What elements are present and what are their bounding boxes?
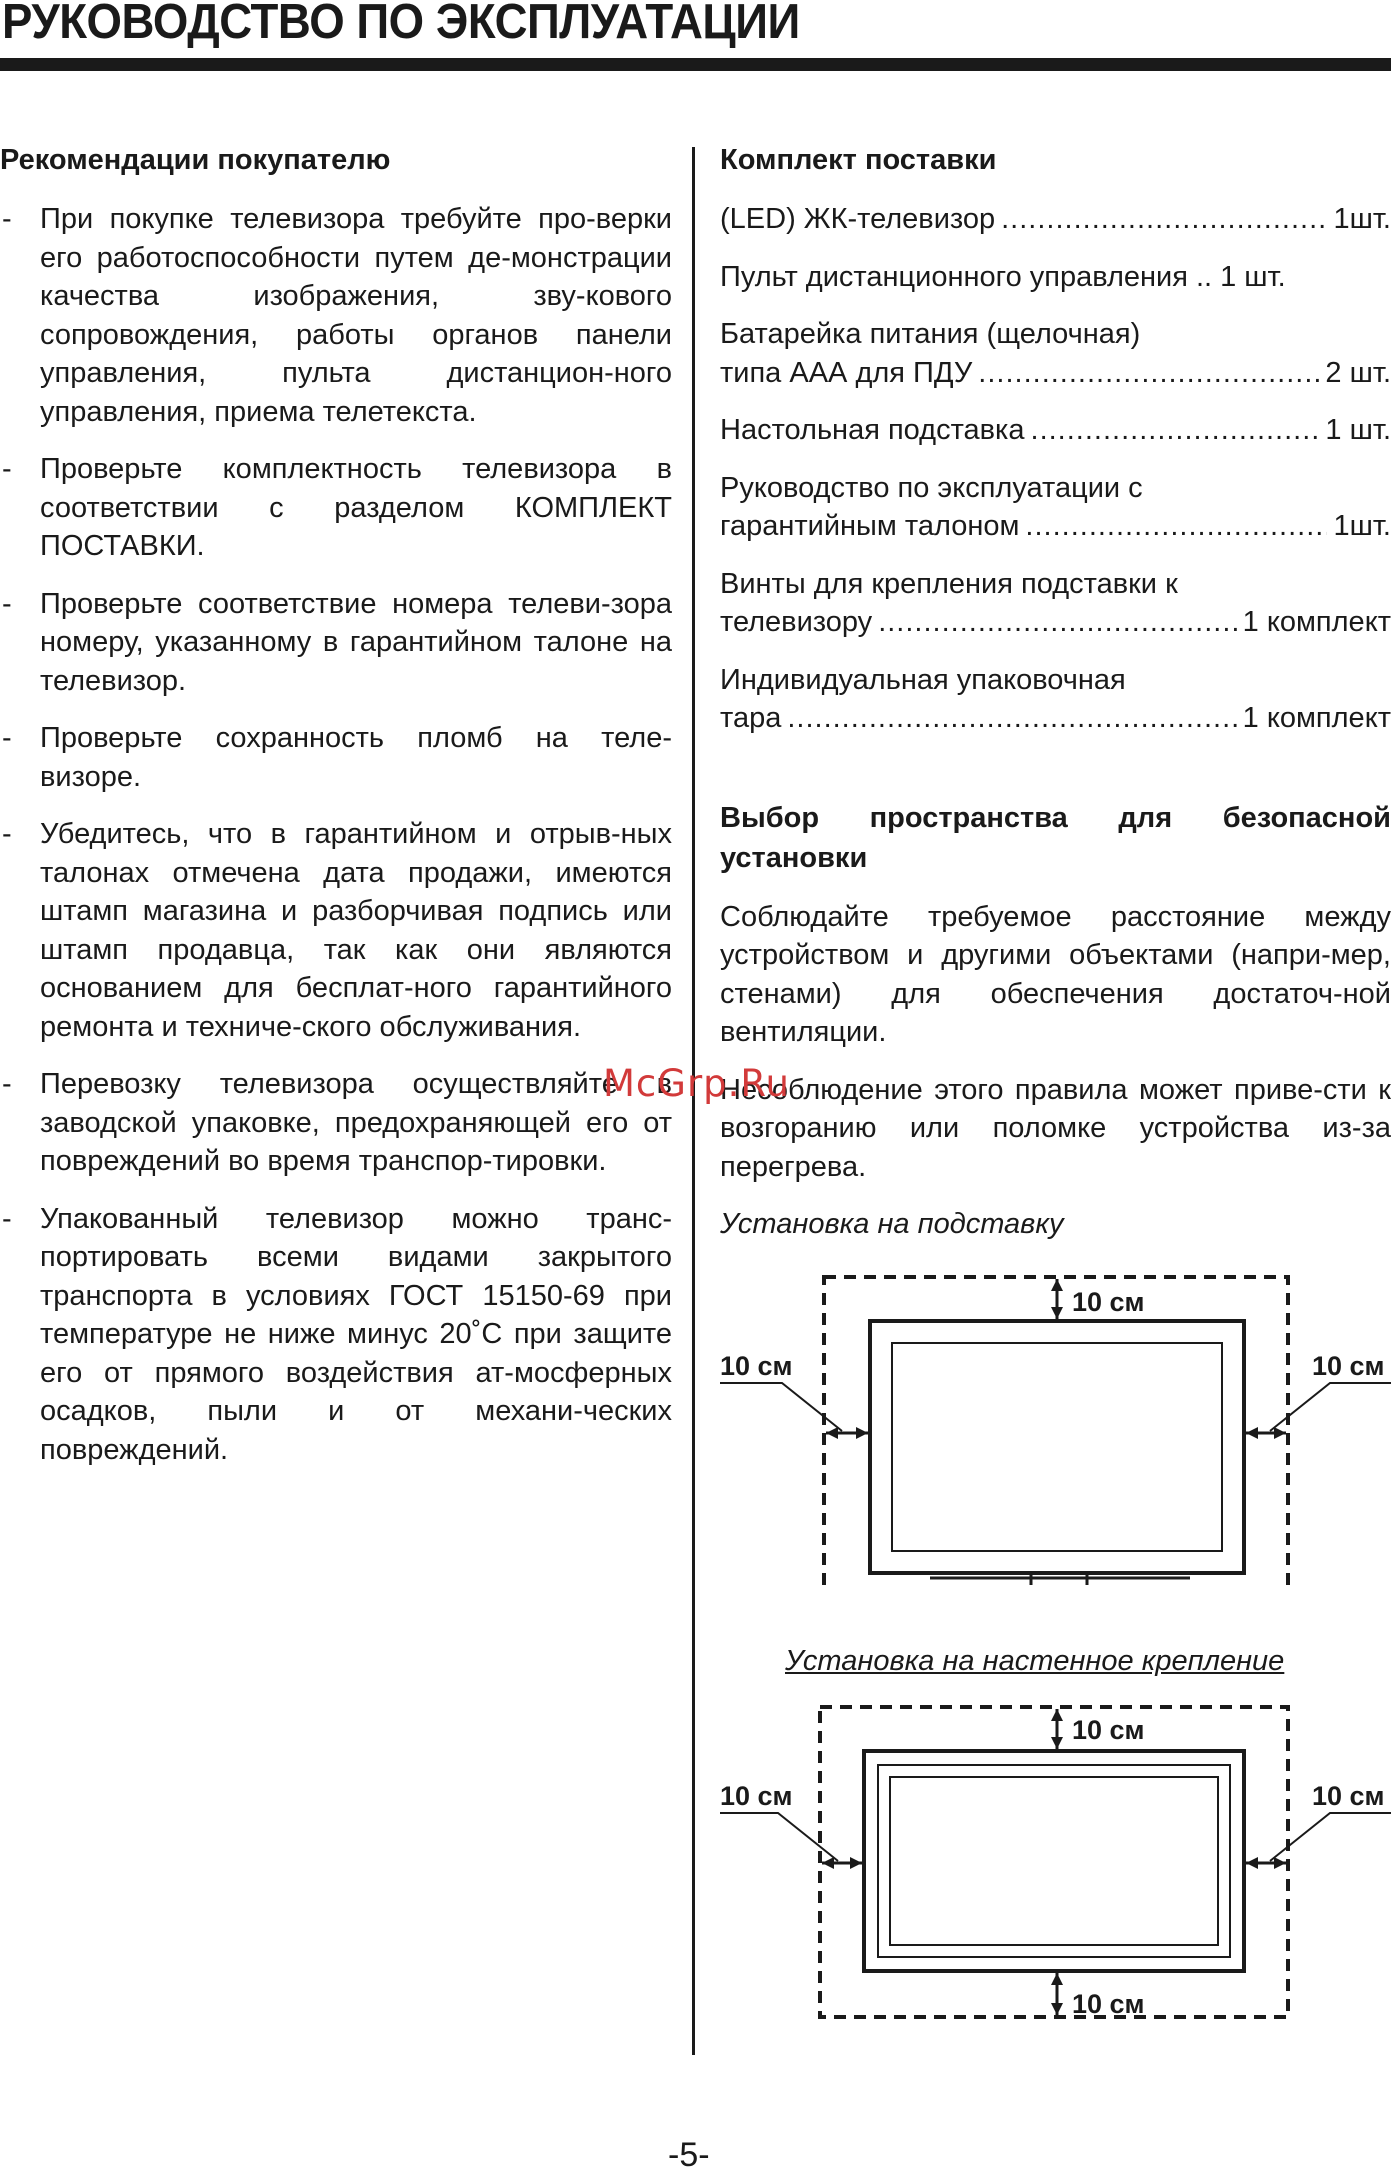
tv-screen [892, 1343, 1222, 1551]
ventilation-paragraph: Соблюдайте требуемое расстояние между устройством и другими объектами (напри-мер, стенами) для обеспечения достаточ-ной вентиляции. [720, 900, 1391, 1048]
kit-heading: Комплект поставки [720, 144, 997, 176]
kit-item-qty: 1шт. [1333, 203, 1391, 235]
list-item: - Проверьте комплектность телевизора в соответствии с разделом КОМПЛЕКТ ПОСТАВКИ. [2, 453, 672, 562]
wall-install-diagram [720, 1695, 1391, 2025]
kit-item-line: Винты для крепления подставки к [720, 567, 1178, 600]
kit-item-qty: 1 шт. [1220, 260, 1286, 293]
dim-top-label: 10 см [1072, 1715, 1145, 1745]
kit-item-line: Руководство по эксплуатации с [720, 471, 1143, 504]
kit-item [720, 469, 1391, 546]
leader-dots [1001, 200, 1327, 239]
kit-item-name: телевизору [720, 606, 873, 638]
list-item: - Убедитесь, что в гарантийном и отрыв-ных талонах отмечена дата продажи, имеются штамп магазина и разборчивая подпись или штамп продавца, так как они являются основанием для бесплат-ного гарантийного ремонта и техниче-ского обслуживания. [2, 818, 672, 1043]
dim-left-label: 10 см [720, 1351, 793, 1381]
leader-dots [1031, 411, 1320, 450]
watermark: McGrp.Ru [603, 1062, 790, 1105]
stand-caption: Установка на подставку [720, 1208, 1064, 1240]
leader-dots [978, 354, 1319, 393]
leader-dots [1025, 507, 1327, 546]
list-item: - Проверьте соответствие номера телеви-зора номеру, указанному в гарантийном талоне на телевизор. [2, 587, 672, 697]
kit-item [720, 411, 1391, 450]
kit-item-name: типа ААА для ПДУ [720, 356, 973, 389]
recommendations-heading: Рекомендации покупателю [0, 144, 391, 176]
kit-item-name: тара [720, 702, 782, 734]
overheat-paragraph: Несоблюдение этого правила может приве-сти к возгоранию или поломке устройства из-за перегрева. [720, 1073, 1391, 1183]
recommendations-list [0, 200, 672, 1469]
list-item: - При покупке телевизора требуйте про-верки его работоспособности путем де-монстрации качества изображения, зву-кового сопровождения, работы органов панели управления, пульта дистанцион-ного управления, приема телетекста. [2, 203, 672, 428]
dim-left-label: 10 см [720, 1781, 793, 1811]
kit-item-name: Пульт дистанционного управления .. [720, 260, 1213, 293]
dim-right-label: 10 см [1312, 1781, 1385, 1811]
dim-right-label: 10 см [1312, 1351, 1385, 1381]
wall-caption: Установка на настенное крепление [785, 1645, 1285, 1677]
left-column [0, 140, 672, 1488]
kit-item-name: Настольная подставка [720, 414, 1025, 446]
kit-item-qty: 1 шт. [1325, 414, 1391, 446]
title-rule [0, 58, 1391, 71]
kit-item-qty: 1 комплект [1242, 606, 1391, 638]
tv-outline [864, 1751, 1244, 1971]
page-number: -5- [668, 2136, 710, 2174]
kit-item [720, 661, 1391, 738]
page-title: РУКОВОДСТВО ПО ЭКСПЛУАТАЦИИ [2, 0, 800, 49]
tv-screen [890, 1777, 1218, 1945]
leader-dots [787, 699, 1236, 738]
kit-item-line: Батарейка питания (щелочная) [720, 318, 1141, 350]
kit-item-qty: 2 шт. [1325, 356, 1391, 389]
safety-heading: Выбор пространства для безопасной установки [720, 801, 1391, 874]
list-item: - Проверьте сохранность пломб на теле-визоре. [2, 722, 672, 793]
stand-install-diagram [720, 1265, 1391, 1585]
kit-item [720, 315, 1391, 392]
dim-top-label: 10 см [1072, 1287, 1145, 1317]
leader-dots [878, 603, 1236, 642]
kit-item-qty: 1шт. [1333, 510, 1391, 542]
kit-item [720, 200, 1391, 239]
kit-item [720, 565, 1391, 642]
kit-item-qty: 1 комплект [1242, 702, 1391, 734]
right-column [720, 140, 1391, 1243]
list-item: - Упакованный телевизор можно транс-портировать всеми видами закрытого транспорта в условиях ГОСТ 15150-69 при температуре не ниже минус 20˚С при защите его от прямого воздействия ат-мосферных осадков, пыли и от механи-ческих повреждений. [2, 1202, 672, 1466]
kit-item-name: гарантийным талоном [720, 510, 1020, 542]
kit-item [720, 258, 1391, 297]
kit-list [720, 200, 1391, 738]
dim-bottom-label: 10 см [1072, 1989, 1145, 2019]
kit-item-name: (LED) ЖК-телевизор [720, 203, 996, 235]
kit-item-line: Индивидуальная упаковочная [720, 663, 1126, 696]
list-item: - Перевозку телевизора осуществляйте в заводской упаковке, предохраняющей его от повреждений во время транспор-тировки. [2, 1068, 672, 1177]
tv-outline [870, 1321, 1244, 1573]
